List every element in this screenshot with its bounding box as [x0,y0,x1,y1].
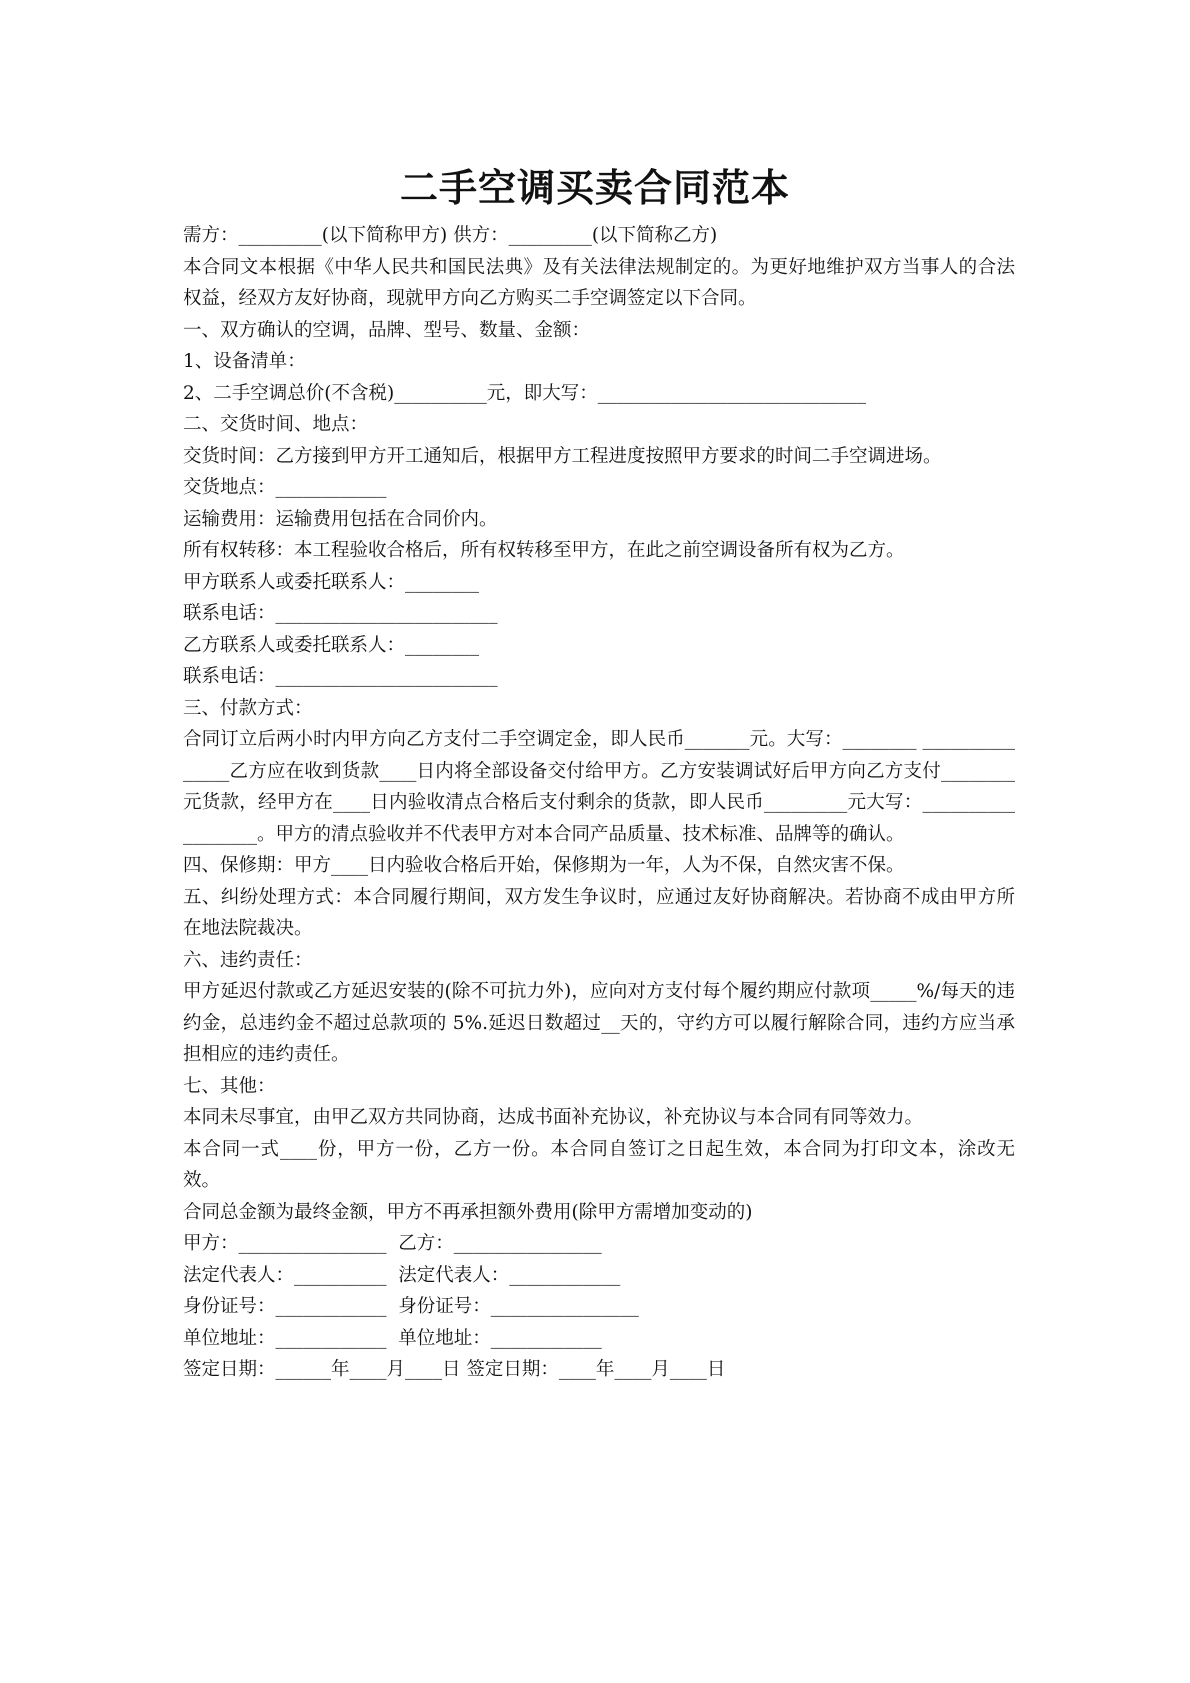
supplement-line: 本同未尽事宜，由甲乙双方共同协商，达成书面补充协议，补充协议与本合同有同等效力。 [183,1107,924,1128]
breach-paragraph: 甲方延迟付款或乙方延迟安装的(除不可抗力外)，应向对方支付每个履约期应付款项_____%/每天的违约金，总违约金不超过总款项的 5%.延迟日数超过__天的，守约方可以履行解除合同，违约方应当承担相应的违约责任。 [183,981,1015,1065]
section-2-heading: 二、交货时间、地点： [183,414,369,435]
dispute-paragraph: 五、纠纷处理方式：本合同履行期间，双方发生争议时，应通过友好协商解决。若协商不成由甲方所在地法院裁决。 [183,886,1015,939]
delivery-time-paragraph: 交货时间：乙方接到甲方开工通知后，根据甲方工程进度按照甲方要求的时间二手空调进场。 [183,445,942,467]
total-price-line: 2、二手空调总价(不含税)__________元，即大写：_____________________________ [183,382,866,404]
delivery-place-line: 交货地点：____________ [183,477,387,498]
payment-paragraph: 合同订立后两小时内甲方向乙方支付二手空调定金，即人民币_______元。大写：________ _______________乙方应在收到货款____日内将全部设备交付给甲方。乙方安装调试好后甲方向乙方支付________元货款，经甲方在____日内验收清点合格后支付剩余的货款，即人民币_________元大写：__________________。甲方的清点验收并不代表甲方对本合同产品质量、技术标准、品牌等的确认。 [183,729,1015,845]
party-a-contact-line: 甲方联系人或委托联系人：________ [183,571,480,593]
section-7-heading: 七、其他： [183,1075,276,1097]
section-3-heading: 三、付款方式： [183,697,313,719]
document-body [183,220,1015,1386]
signature-date-line: 签定日期：______年____月____日 签定日期：____年____月____日 [183,1359,726,1380]
final-amount-line: 合同总金额为最终金额，甲方不再承担额外费用(除甲方需增加变动的) [183,1201,753,1223]
signature-party-line: 甲方：________________ 乙方：________________ [183,1233,602,1254]
section-1-heading: 一、双方确认的空调，品牌、型号、数量、金额： [183,319,591,341]
preamble-paragraph: 本合同文本根据《中华人民共和国民法典》及有关法律法规制定的。为更好地维护双方当事人的合法权益，经双方友好协商，现就甲方向乙方购买二手空调签定以下合同。 [183,256,1015,309]
party-a-phone-line: 联系电话：________________________ [183,603,498,624]
transport-fee-line: 运输费用：运输费用包括在合同价内。 [183,508,498,530]
copies-paragraph: 本合同一式____份，甲方一份，乙方一份。本合同自签订之日起生效，本合同为打印文本，涂改无效。 [183,1138,1015,1191]
signature-id-line: 身份证号：____________ 身份证号：________________ [183,1296,639,1317]
warranty-line: 四、保修期：甲方____日内验收合格后开始，保修期为一年，人为不保，自然灾害不保。 [183,855,905,876]
ownership-transfer-line: 所有权转移：本工程验收合格后，所有权转移至甲方，在此之前空调设备所有权为乙方。 [183,540,905,561]
section-6-heading: 六、违约责任： [183,949,313,971]
equipment-list-line: 1、设备清单： [183,351,306,372]
signature-address-line: 单位地址：____________ 单位地址：____________ [183,1327,602,1349]
document-title: 二手空调买卖合同范本 [399,165,790,210]
parties-line: 需方：_________(以下简称甲方) 供方：_________(以下简称乙方) [183,225,718,246]
party-b-contact-line: 乙方联系人或委托联系人：________ [183,634,480,656]
signature-representative-line: 法定代表人：__________ 法定代表人：____________ [183,1264,621,1286]
party-b-phone-line: 联系电话：________________________ [183,666,498,687]
